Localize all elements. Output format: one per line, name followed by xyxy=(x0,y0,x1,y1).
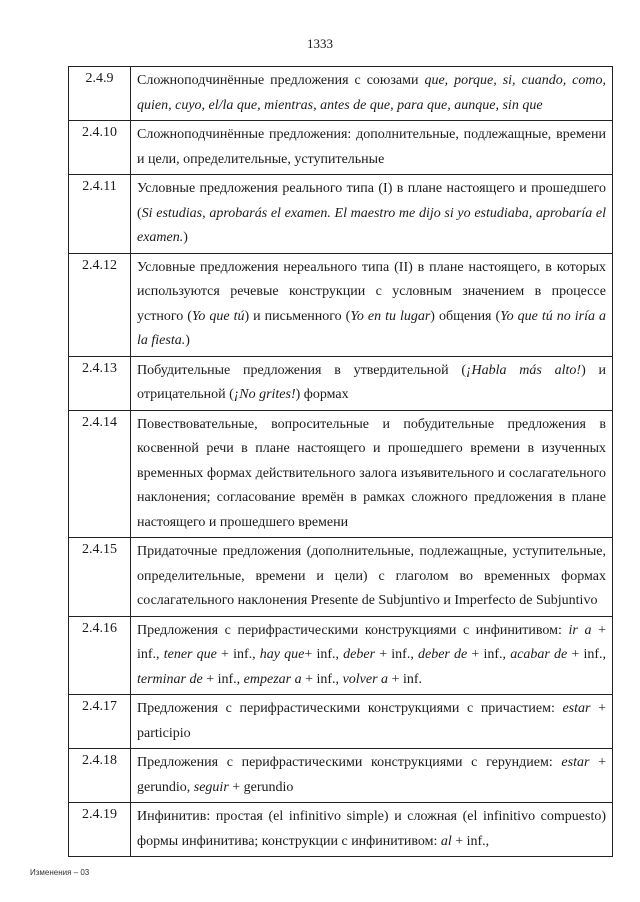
description-text: Повествовательные, вопросительные и побудительные предложения в косвенной речи в плане настоящего и прошедшего времени в изученных временных формах действительного залога изъявительного и сослагательного наклонения; согласование времён в рамках сложного предложения в плане настоящего и прошедшего времени xyxy=(137,416,606,530)
section-description xyxy=(131,253,613,356)
section-description xyxy=(131,410,613,538)
spanish-example: seguir xyxy=(193,779,229,795)
table-row xyxy=(69,175,613,254)
description-text: + inf., xyxy=(137,622,606,662)
spanish-example: que, porque, si, cuando, como, quien, cuyo, el/la que, mientras, antes de que, para que, aunque, sin que xyxy=(137,73,607,113)
section-description xyxy=(131,356,613,410)
description-text: + inf. xyxy=(388,671,422,687)
content-table xyxy=(68,66,613,857)
description-text: Придаточные предложения (дополнительные, подлежащные, уступительные, определительные, времени и цели) с глаголом во временных формах сослагательного наклонения Presente de Subjuntivo и Imperfecto de Subjuntivo xyxy=(137,544,606,608)
spanish-example: deber de xyxy=(418,647,468,662)
table-body xyxy=(69,67,613,857)
description-text: + inf., xyxy=(304,647,344,662)
table-row xyxy=(69,356,613,410)
table-row xyxy=(69,616,613,695)
spanish-example: al xyxy=(440,833,452,849)
description-text: Инфинитив: простая (el infinitivo simple) и сложная (el infinitivo compuesto) формы инфинитива; конструкции с инфинитивом: xyxy=(137,809,606,849)
spanish-example: ¡Habla más alto! xyxy=(466,362,582,378)
spanish-example: ¡No grites! xyxy=(233,387,296,402)
section-number: 2.4.13 xyxy=(69,356,131,410)
spanish-example: Yo que tú xyxy=(191,308,245,324)
spanish-example: tener que xyxy=(163,647,217,662)
section-number: 2.4.11 xyxy=(69,175,131,254)
spanish-example: volver a xyxy=(342,671,389,687)
spanish-example: deber xyxy=(343,647,376,662)
description-text: Условные предложения нереального типа (II) в плане настоящего, в которых используются речевые конструкции с условным значением в процессе устного ( xyxy=(137,259,606,324)
spanish-example: Si estudias, aprobarás el examen. El maestro me dijo si yo estudiaba, aprobaría el examen. xyxy=(137,205,606,245)
table-row xyxy=(69,410,613,538)
description-text: + inf., xyxy=(451,833,490,849)
description-text: Сложноподчинённые предложения: дополнительные, подлежащные, времени и цели, определительные, уступительные xyxy=(137,127,606,167)
table-row xyxy=(69,695,613,749)
description-text: + participio xyxy=(137,701,606,741)
table-row xyxy=(69,803,613,857)
table-row xyxy=(69,253,613,356)
spanish-example: empezar a xyxy=(243,671,302,687)
section-description xyxy=(131,538,613,617)
section-number: 2.4.19 xyxy=(69,803,131,857)
description-text: Предложения с перифрастическими конструкциями с герундием: xyxy=(137,755,562,770)
description-text: + inf., xyxy=(202,671,244,687)
spanish-example: Yo en tu lugar xyxy=(350,308,431,324)
table-row xyxy=(69,121,613,175)
table-row xyxy=(69,538,613,617)
section-description xyxy=(131,749,613,803)
description-text: ) общения ( xyxy=(430,308,501,324)
description-text: ) xyxy=(183,230,188,245)
section-description xyxy=(131,121,613,175)
section-description xyxy=(131,695,613,749)
description-text: Сложноподчинённые предложения с союзами xyxy=(137,73,425,88)
section-number: 2.4.15 xyxy=(69,538,131,617)
table-row xyxy=(69,67,613,121)
section-number: 2.4.18 xyxy=(69,749,131,803)
spanish-example: Yo que tú no iría a la fiesta. xyxy=(137,308,606,348)
description-text: + gerundio xyxy=(228,779,294,795)
section-number: 2.4.12 xyxy=(69,253,131,356)
description-text: + inf., xyxy=(375,647,418,662)
table-row xyxy=(69,749,613,803)
section-description xyxy=(131,175,613,254)
spanish-example: estar xyxy=(561,755,590,770)
description-text: ) xyxy=(185,333,190,348)
section-number: 2.4.16 xyxy=(69,616,131,695)
section-number: 2.4.17 xyxy=(69,695,131,749)
section-number: 2.4.14 xyxy=(69,410,131,538)
description-text: Побудительные предложения в утвердительной ( xyxy=(137,362,467,378)
description-text: ) и письменного ( xyxy=(244,308,351,324)
spanish-example: terminar de xyxy=(137,671,203,687)
spanish-example: hay que xyxy=(259,647,305,662)
footer-note: Изменения – 03 xyxy=(30,868,90,877)
description-text: Предложения с перифрастическими конструкциями с причастием: xyxy=(137,701,563,716)
section-description xyxy=(131,616,613,695)
description-text: Условные предложения реального типа (I) в плане настоящего и прошедшего ( xyxy=(137,181,606,221)
section-description xyxy=(131,803,613,857)
spanish-example: estar xyxy=(562,701,591,716)
spanish-example: acabar de xyxy=(510,647,568,662)
description-text: Предложения с перифрастическими конструкциями с инфинитивом: xyxy=(137,622,569,638)
page-number: 1333 xyxy=(307,36,333,51)
description-text: ) и отрицательной ( xyxy=(137,362,606,402)
description-text: + gerundio, xyxy=(137,755,606,795)
section-number: 2.4.10 xyxy=(69,121,131,175)
description-text: ) формах xyxy=(295,387,349,402)
spanish-example: ir a xyxy=(568,622,592,638)
section-number: 2.4.9 xyxy=(69,67,131,121)
description-text: + inf., xyxy=(216,647,260,662)
description-text: + inf., xyxy=(301,671,343,687)
description-text: + inf., xyxy=(567,647,607,662)
description-text: + inf., xyxy=(467,647,511,662)
section-description xyxy=(131,67,613,121)
